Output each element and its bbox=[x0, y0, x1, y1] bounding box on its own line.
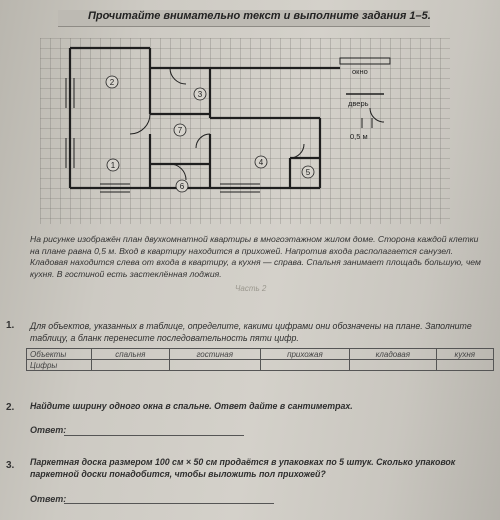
table-header-digits: Цифры bbox=[27, 360, 92, 371]
room-number-7: 7 bbox=[177, 126, 183, 135]
room-number-5: 5 bbox=[305, 168, 311, 177]
legend-door-label: дверь bbox=[348, 99, 369, 108]
room-marker-5 bbox=[302, 166, 314, 178]
room-marker-2 bbox=[106, 76, 118, 88]
digit-cell-living-room[interactable] bbox=[169, 360, 260, 371]
table-column-storeroom: кладовая bbox=[350, 349, 436, 360]
question-2-answer-label: Ответ: bbox=[30, 425, 67, 435]
part-mark: Часть 2 bbox=[235, 284, 267, 293]
room-marker-7 bbox=[174, 124, 186, 136]
digit-cell-kitchen[interactable] bbox=[436, 360, 493, 371]
table-header-objects: Объекты bbox=[27, 349, 92, 360]
room-number-4: 4 bbox=[258, 158, 264, 167]
room-number-1: 1 bbox=[110, 161, 116, 170]
room-number-3: 3 bbox=[197, 90, 203, 99]
table-row bbox=[27, 349, 494, 360]
room-number-2: 2 bbox=[109, 78, 115, 87]
legend-cell-size: 0,5 м bbox=[350, 132, 368, 141]
task-header: Прочитайте внимательно текст и выполните задания 1–5. bbox=[88, 10, 431, 22]
digit-cell-storeroom[interactable] bbox=[350, 360, 436, 371]
room-number-6: 6 bbox=[179, 182, 185, 191]
digit-cell-hallway[interactable] bbox=[260, 360, 349, 371]
room-marker-3 bbox=[194, 88, 206, 100]
apartment-floor-plan bbox=[40, 38, 450, 224]
question-3-text: Паркетная доска размером 100 см × 50 см продаётся в упаковках по 5 штук. Сколько упаковок паркетной доски понадобится, чтобы выложить пол прихожей? bbox=[30, 457, 456, 479]
question-1-text: Для объектов, указанных в таблице, определите, какими цифрами они обозначены на плане. Заполните таблицу, а бланк перенесите последовательность пяти цифр. bbox=[30, 321, 472, 343]
table-row bbox=[27, 360, 494, 371]
table-column-bedroom: спальня bbox=[92, 349, 170, 360]
question-1-number: 1. bbox=[6, 320, 15, 331]
question-2-answer-field[interactable] bbox=[64, 435, 244, 436]
question-3-answer-label: Ответ: bbox=[30, 494, 67, 504]
digit-cell-bedroom[interactable] bbox=[92, 360, 170, 371]
plan-grid bbox=[40, 38, 450, 224]
table-column-kitchen: кухня bbox=[436, 349, 493, 360]
table-column-living-room: гостиная bbox=[169, 349, 260, 360]
question-3-number: 3. bbox=[6, 460, 15, 471]
room-marker-6 bbox=[176, 180, 188, 192]
intro-paragraph: На рисунке изображён план двухкомнатной квартиры в многоэтажном жилом доме. Сторона каждой клетки на плане равна 0,5 м. Вход в квартиру находится в прихожей. Напротив входа располагается санузел. Кладовая находится слева от входа в квартиру, а кухня — справа. Спальня занимает площадь большую, чем кухня. В гостиной есть застеклённая лоджия. bbox=[30, 234, 481, 279]
question-2-number: 2. bbox=[6, 402, 15, 413]
objects-table bbox=[26, 348, 494, 371]
question-3-answer-field[interactable] bbox=[64, 503, 274, 504]
table-column-hallway: прихожая bbox=[260, 349, 349, 360]
room-marker-4 bbox=[255, 156, 267, 168]
question-2-text: Найдите ширину одного окна в спальне. Ответ дайте в сантиметрах. bbox=[30, 401, 353, 411]
room-marker-1 bbox=[107, 159, 119, 171]
legend-window-label: окно bbox=[352, 67, 368, 76]
